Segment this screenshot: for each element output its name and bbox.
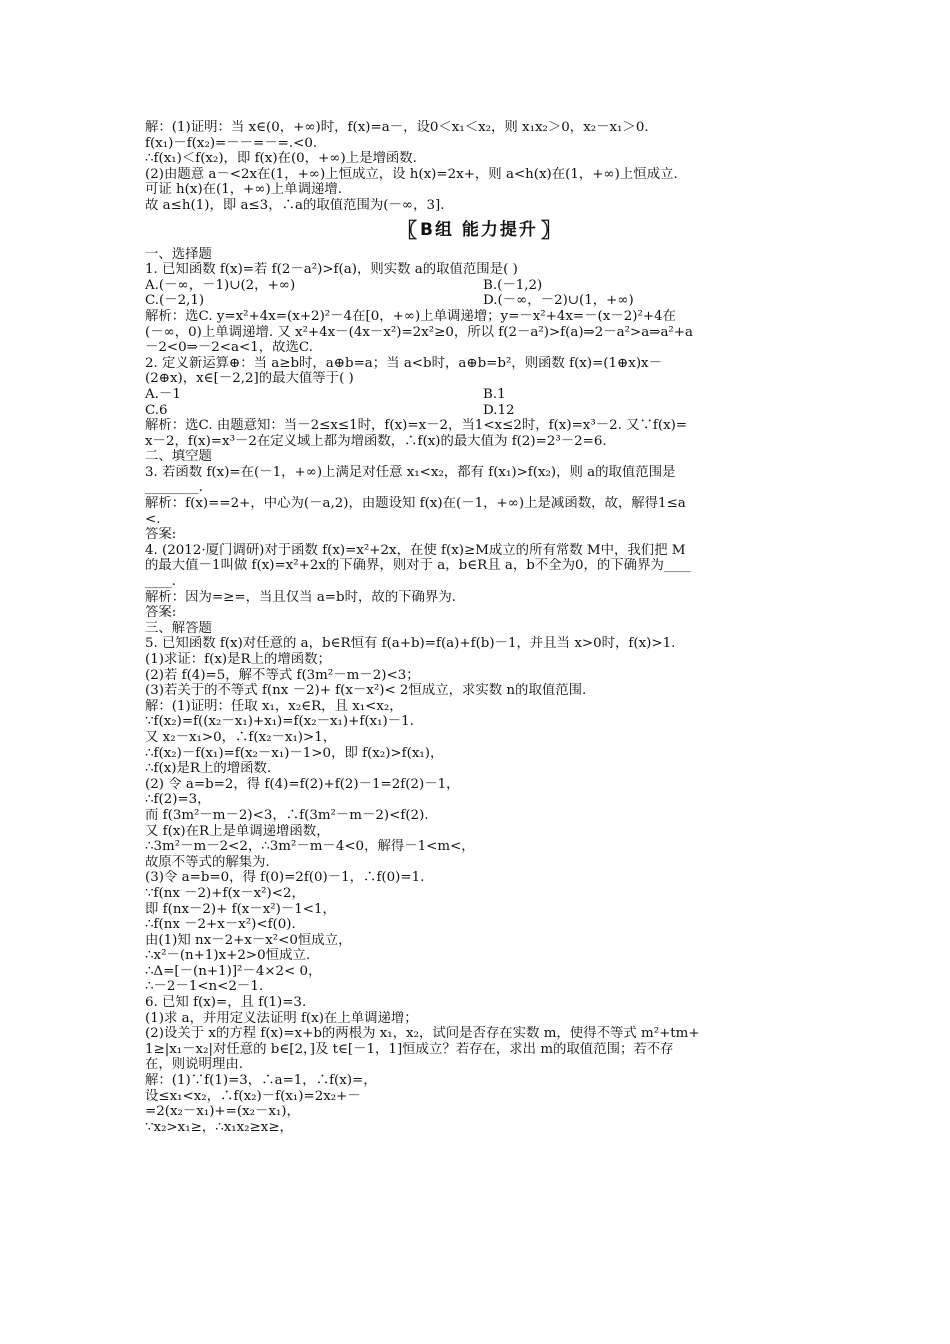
text-line: (2) 令 a=b=2，得 f(4)=f(2)+f(2)－1=2f(2)－1， [145, 776, 460, 792]
banner-title: B组 能力提升 [420, 219, 538, 240]
text-line: (1)求证：f(x)是R上的增函数； [145, 652, 331, 667]
text-line: (2)由题意 a－<2x在(1，+∞)上恒成立，设 h(x)=2x+，则 a<h(x)在(1，+∞)上恒成立. [145, 166, 678, 182]
option-a: A.－1 [145, 386, 181, 402]
text-line: ∴x²－(n+1)x+2>0恒成立. [145, 948, 311, 964]
text-line: f(x₁)－f(x₂)=－－=－=.<0. [145, 135, 318, 151]
text-line: ∴－2－1<n<2－1. [145, 979, 264, 995]
option-b: B.(－1,2) [483, 277, 543, 293]
option-d: D.12 [483, 402, 515, 418]
text-line: 设≤x₁<x₂，∴f(x₂)－f(x₁)=2x₂+－ [145, 1088, 361, 1104]
text-line: 的最大值－1叫做 f(x)=x²+2x的下确界，则对于 a，b∈R且 a，b不全为0，的下确界为____ [145, 558, 691, 574]
section-choice-questions [145, 247, 813, 419]
text-line: 可证 h(x)在(1，+∞)上单调递增. [145, 182, 342, 198]
text-line: (3)令 a=b=0，得 f(0)=2f(0)－1，∴f(0)=1. [145, 870, 425, 886]
text-line: 解析：选C. y=x²+4x=(x+2)²－4在[0，+∞)上单调递增；y=－x²+4x=－(x－2)²+4在 [145, 308, 676, 324]
section-banner-b [145, 216, 813, 246]
option-b: B.1 [483, 386, 506, 402]
text-line: 5. 已知函数 f(x)对任意的 a，b∈R恒有 f(a+b)=f(a)+f(b)－1，并且当 x>0时，f(x)>1. [145, 636, 676, 652]
text-line: 答案: [145, 527, 177, 543]
text-line: ∴f(x₁)＜f(x₂)，即 f(x)在(0，+∞)上是增函数. [145, 151, 417, 167]
text-line: 6. 已知 f(x)=，且 f(1)=3. [145, 995, 307, 1011]
text-line: <. [145, 511, 161, 527]
text-line: 解：(1)证明：任取 x₁，x₂∈R，且 x₁<x₂， [145, 698, 403, 714]
question-1-options-row [145, 293, 813, 309]
text-line: 解：(1)证明：当 x∈(0，+∞)时，f(x)=a－，设0＜x₁＜x₂，则 x₁x₂＞0，x₂－x₁＞0. [145, 120, 649, 135]
text-line: x－2，f(x)=x³－2在定义域上都为增函数，∴f(x)的最大值为 f(2)=2³－2=6. [145, 433, 607, 449]
text-line: 二、填空题 [145, 449, 212, 465]
question-1-stem: 1. 已知函数 f(x)=若 f(2－a²)>f(a)，则实数 a的取值范围是( ) [145, 262, 518, 278]
text-line: 即 f(nx－2)+ f(x－x²)－1<1， [145, 901, 336, 917]
text-line: ∴f(x)是R上的增函数. [145, 761, 272, 777]
text-line: 一、选择题 [145, 246, 212, 262]
text-line: 解析：f(x)==2+，中心为(－a,2)，由题设知 f(x)在(－1，+∞)上是减函数，故，解得1≤a [145, 496, 686, 512]
text-line: 而 f(3m²－m－2)<3，∴f(3m²－m－2)<f(2). [145, 807, 429, 823]
text-line: 在，则说明理由. [145, 1057, 243, 1073]
text-line: ∴f(nx －2+x－x²)<f(0). [145, 917, 296, 933]
question-2-options-row [145, 387, 813, 403]
banner-bracket-right: 〗 [540, 217, 561, 242]
text-line: (2)若 f(4)=5，解不等式 f(3m²－m－2)<3； [145, 667, 420, 683]
text-line: (1)求 a，并用定义法证明 f(x)在上单调递增； [145, 1010, 418, 1026]
text-line: 3. 若函数 f(x)=在(－1，+∞)上满足对任意 x₁<x₂，都有 f(x₁)>f(x₂)，则 a的取值范围是 [145, 464, 676, 480]
text-line: 4. (2012·厦门调研)对于函数 f(x)=x²+2x，在使 f(x)≥M成立的所有常数 M中，我们把 M [145, 542, 686, 558]
text-line: 故原不等式的解集为. [145, 854, 270, 870]
text-line: (－∞，0)上单调递增. 又 x²+4x－(4x－x²)=2x²≥0，所以 f(2－a²)>f(a)⇒2－a²>a⇒a²+a [145, 324, 694, 340]
text-line: ∴f(2)=3， [145, 792, 211, 808]
text-line: 解：(1)∵f(1)=3，∴a=1，∴f(x)=， [145, 1073, 377, 1089]
option-a: A.(－∞，－1)∪(2，+∞) [145, 277, 296, 293]
question-2-stem: 2. 定义新运算⊕：当 a≥b时，a⊕b=a；当 a<b时，a⊕b=b²，则函数 f(x)=(1⊕x)x－ [145, 355, 662, 371]
option-c: C.(－2,1) [145, 293, 205, 309]
text-line: 三、解答题 [145, 620, 212, 636]
question-1-options-row [145, 278, 813, 294]
section-remaining [145, 418, 813, 1135]
text-line: 1≥|x₁－x₂|对任意的 b∈[2，]及 t∈[－1，1]恒成立？若存在，求出 m的取值范围；若不存 [145, 1041, 674, 1057]
text-line: 又 x₂－x₁>0，∴f(x₂－x₁)>1， [145, 729, 337, 745]
text-line: 解析：选C. 由题意知：当－2≤x≤1时，f(x)=x－2，当1<x≤2时，f(x)=x³－2. 又∵f(x)= [145, 418, 688, 434]
text-line: －2<0⇒－2<a<1，故选C. [145, 340, 313, 356]
document-body [145, 120, 813, 1135]
part-a-solution [145, 120, 813, 214]
text-line: (3)若关于的不等式 f(nx －2)+ f(x－x²)< 2恒成立，求实数 n的取值范围. [145, 683, 587, 699]
question-2-options-row [145, 403, 813, 419]
text-line: 又 f(x)在R上是单调递增函数， [145, 823, 330, 839]
text-line: (2)设关于 x的方程 f(x)=x+b的两根为 x₁，x₂，试问是否存在实数 m，使得不等式 m²+tm+ [145, 1026, 700, 1042]
text-line: ∵x₂>x₁≥，∴x₁x₂≥x≥， [145, 1119, 293, 1135]
text-line: ∴Δ=[－(n+1)]²－4×2< 0， [145, 963, 322, 979]
text-line: ∴f(x₂)－f(x₁)=f(x₂－x₁)－1>0，即 f(x₂)>f(x₁)， [145, 745, 444, 761]
question-2-stem: (2⊕x)，x∈[－2,2]的最大值等于( ) [145, 371, 354, 387]
text-line: 故 a≤h(1)，即 a≤3，∴a的取值范围为(－∞，3]. [145, 197, 445, 213]
text-line: ∵f(x₂)=f((x₂－x₁)+x₁)=f(x₂－x₁)+f(x₁)－1. [145, 714, 414, 730]
banner-bracket-left: 〖 [397, 217, 418, 242]
text-line: ∵f(nx －2)+f(x－x²)<2， [145, 885, 305, 901]
text-line: 解析：因为=≥=，当且仅当 a=b时，故的下确界为. [145, 589, 456, 605]
text-line: ____. [145, 574, 177, 590]
text-line: 答案: [145, 605, 177, 621]
text-line: ________. [145, 480, 203, 496]
text-line: ∴3m²－m－2<2，∴3m²－m－4<0，解得－1<m<， [145, 839, 475, 855]
option-d: D.(－∞，－2)∪(1，+∞) [483, 293, 634, 309]
text-line: 由(1)知 nx－2+x－x²<0恒成立， [145, 932, 352, 948]
text-line: =2(x₂－x₁)+=(x₂－x₁)， [145, 1104, 300, 1120]
option-c: C.6 [145, 402, 168, 418]
